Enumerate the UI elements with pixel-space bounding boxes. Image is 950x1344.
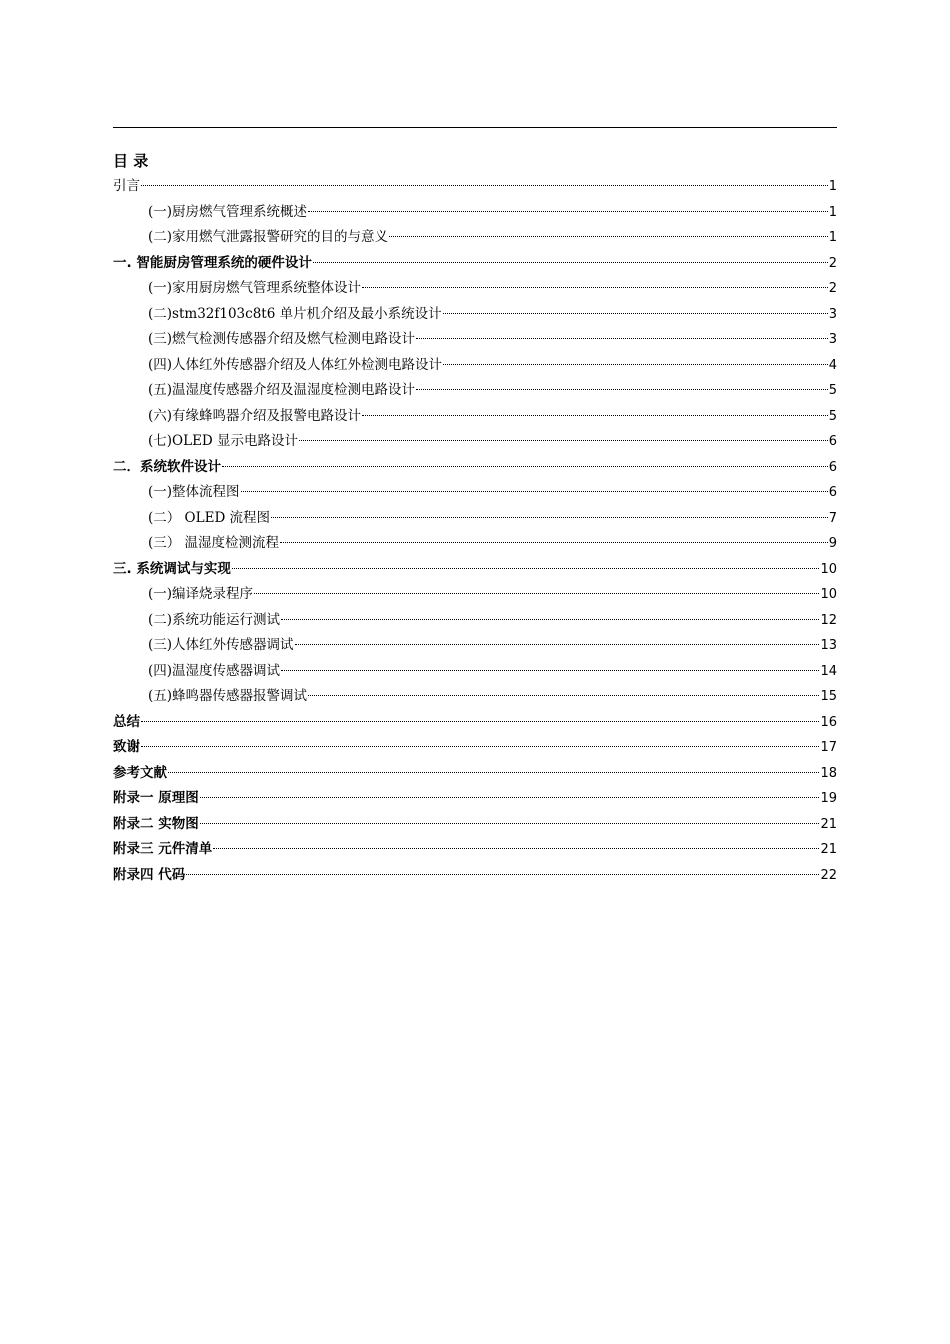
toc-dot-leader — [141, 185, 828, 186]
toc-entry-page-number: 1 — [828, 204, 837, 220]
toc-dot-leader — [280, 542, 828, 543]
toc-entry-label: 参考文献 — [113, 764, 167, 781]
toc-entry-page-number: 9 — [828, 536, 837, 551]
toc-entry[interactable] — [113, 786, 837, 812]
toc-entry-page-number: 6 — [828, 459, 837, 475]
toc-dot-leader — [295, 644, 820, 645]
toc-entry-label: (四)人体红外传感器介绍及人体红外检测电路设计 — [148, 356, 443, 373]
toc-entry-page-number: 17 — [820, 740, 837, 755]
toc-entry[interactable] — [113, 200, 837, 226]
toc-entry[interactable] — [113, 404, 837, 430]
toc-entry-label: (三） 温湿度检测流程 — [148, 535, 280, 551]
toc-entry-page-number: 2 — [828, 255, 837, 271]
toc-entry[interactable] — [113, 327, 837, 353]
toc-dot-leader — [281, 619, 819, 620]
toc-entry-page-number: 21 — [820, 816, 837, 832]
toc-dot-leader — [362, 287, 828, 288]
toc-entry-page-number: 3 — [828, 306, 837, 322]
toc-entry[interactable] — [113, 353, 837, 379]
toc-dot-leader — [308, 695, 819, 696]
toc-dot-leader — [416, 338, 828, 339]
toc-dot-leader — [241, 491, 828, 492]
toc-entry[interactable] — [113, 174, 837, 200]
toc-entry-label: (三)燃气检测传感器介绍及燃气检测电路设计 — [148, 331, 416, 347]
toc-entry[interactable] — [113, 506, 837, 532]
toc-entry-label: (二)stm32f103c8t6 单片机介绍及最小系统设计 — [148, 305, 442, 322]
toc-entry-page-number: 21 — [820, 842, 837, 857]
toc-entry-page-number: 4 — [828, 357, 837, 373]
toc-entry-page-number: 5 — [828, 383, 837, 398]
toc-entry[interactable] — [113, 761, 837, 787]
header-rule — [113, 127, 837, 128]
toc-entry-label: 三. 系统调试与实现 — [113, 560, 231, 577]
toc-dot-leader — [254, 593, 819, 594]
toc-entry-page-number: 10 — [820, 587, 837, 602]
toc-entry-label: (二） OLED 流程图 — [148, 509, 271, 526]
toc-entry[interactable] — [113, 684, 837, 710]
toc-entry[interactable] — [113, 302, 837, 328]
toc-dot-leader — [308, 211, 828, 212]
toc-entry[interactable] — [113, 276, 837, 302]
toc-entry-label: 附录一 原理图 — [113, 790, 199, 806]
toc-entry-page-number: 5 — [828, 408, 837, 424]
toc-entry-page-number: 1 — [828, 179, 837, 194]
toc-dot-leader — [232, 568, 820, 569]
toc-dot-leader — [416, 389, 828, 390]
toc-entry-label: (一)厨房燃气管理系统概述 — [148, 203, 308, 220]
table-of-contents — [113, 174, 837, 888]
toc-entry[interactable] — [113, 480, 837, 506]
toc-entry[interactable] — [113, 735, 837, 761]
toc-dot-leader — [443, 313, 828, 314]
toc-entry[interactable] — [113, 659, 837, 685]
toc-entry-label: 致谢 — [113, 739, 140, 755]
toc-dot-leader — [168, 772, 819, 773]
toc-entry[interactable] — [113, 837, 837, 863]
toc-dot-leader — [186, 874, 819, 875]
toc-dot-leader — [141, 721, 819, 722]
toc-entry[interactable] — [113, 251, 837, 277]
toc-entry-page-number: 10 — [820, 561, 837, 577]
toc-dot-leader — [299, 440, 828, 441]
toc-entry[interactable] — [113, 582, 837, 608]
toc-entry-label: (四)温湿度传感器调试 — [148, 662, 281, 679]
toc-entry-label: 引言 — [113, 178, 140, 194]
toc-entry-page-number: 22 — [820, 867, 837, 883]
toc-entry-page-number: 16 — [820, 714, 837, 730]
toc-entry-page-number: 13 — [820, 638, 837, 653]
toc-entry-label: (七)OLED 显示电路设计 — [148, 433, 299, 449]
toc-dot-leader — [200, 823, 820, 824]
toc-entry-label: (六)有缘蜂鸣器介绍及报警电路设计 — [148, 407, 362, 424]
toc-entry-page-number: 3 — [828, 332, 837, 347]
toc-entry-label: (二)家用燃气泄露报警研究的目的与意义 — [148, 229, 389, 245]
toc-entry-label: (五)蜂鸣器传感器报警调试 — [148, 688, 308, 704]
toc-entry-label: 二．系统软件设计 — [113, 458, 221, 475]
toc-entry[interactable] — [113, 710, 837, 736]
toc-entry-label: (五)温湿度传感器介绍及温湿度检测电路设计 — [148, 382, 416, 398]
toc-entry[interactable] — [113, 531, 837, 557]
toc-dot-leader — [362, 415, 828, 416]
toc-entry[interactable] — [113, 863, 837, 889]
toc-entry-page-number: 12 — [820, 612, 837, 628]
toc-entry-page-number: 18 — [820, 765, 837, 781]
toc-dot-leader — [271, 517, 828, 518]
toc-entry-page-number: 19 — [820, 791, 837, 806]
toc-entry-page-number: 7 — [828, 510, 837, 526]
toc-entry-page-number: 6 — [828, 434, 837, 449]
toc-entry-label: 附录二 实物图 — [113, 815, 199, 832]
toc-entry[interactable] — [113, 812, 837, 838]
toc-entry-label: (一)家用厨房燃气管理系统整体设计 — [148, 280, 362, 296]
toc-entry-label: 附录四 代码 — [113, 866, 186, 883]
toc-entry[interactable] — [113, 455, 837, 481]
toc-entry-page-number: 6 — [828, 485, 837, 500]
toc-entry[interactable] — [113, 378, 837, 404]
toc-entry-page-number: 2 — [828, 281, 837, 296]
toc-entry[interactable] — [113, 633, 837, 659]
toc-dot-leader — [222, 466, 828, 467]
toc-dot-leader — [313, 262, 828, 263]
toc-title: 目 录 — [113, 152, 149, 170]
toc-entry-label: (三)人体红外传感器调试 — [148, 637, 294, 653]
toc-entry-label: 附录三 元件清单 — [113, 841, 213, 857]
toc-entry-page-number: 1 — [828, 230, 837, 245]
toc-entry-page-number: 15 — [820, 689, 837, 704]
toc-dot-leader — [200, 797, 820, 798]
toc-entry[interactable] — [113, 608, 837, 634]
toc-dot-leader — [443, 364, 828, 365]
toc-entry[interactable] — [113, 429, 837, 455]
toc-entry[interactable] — [113, 557, 837, 583]
toc-dot-leader — [389, 236, 828, 237]
toc-entry-label: 总结 — [113, 713, 140, 730]
toc-dot-leader — [281, 670, 819, 671]
toc-entry[interactable] — [113, 225, 837, 251]
toc-entry-label: (一)整体流程图 — [148, 484, 240, 500]
toc-dot-leader — [141, 746, 819, 747]
toc-entry-page-number: 14 — [820, 663, 837, 679]
toc-entry-label: (二)系统功能运行测试 — [148, 611, 281, 628]
toc-entry-label: 一. 智能厨房管理系统的硬件设计 — [113, 254, 312, 271]
toc-entry-label: (一)编译烧录程序 — [148, 586, 254, 602]
toc-dot-leader — [213, 848, 819, 849]
